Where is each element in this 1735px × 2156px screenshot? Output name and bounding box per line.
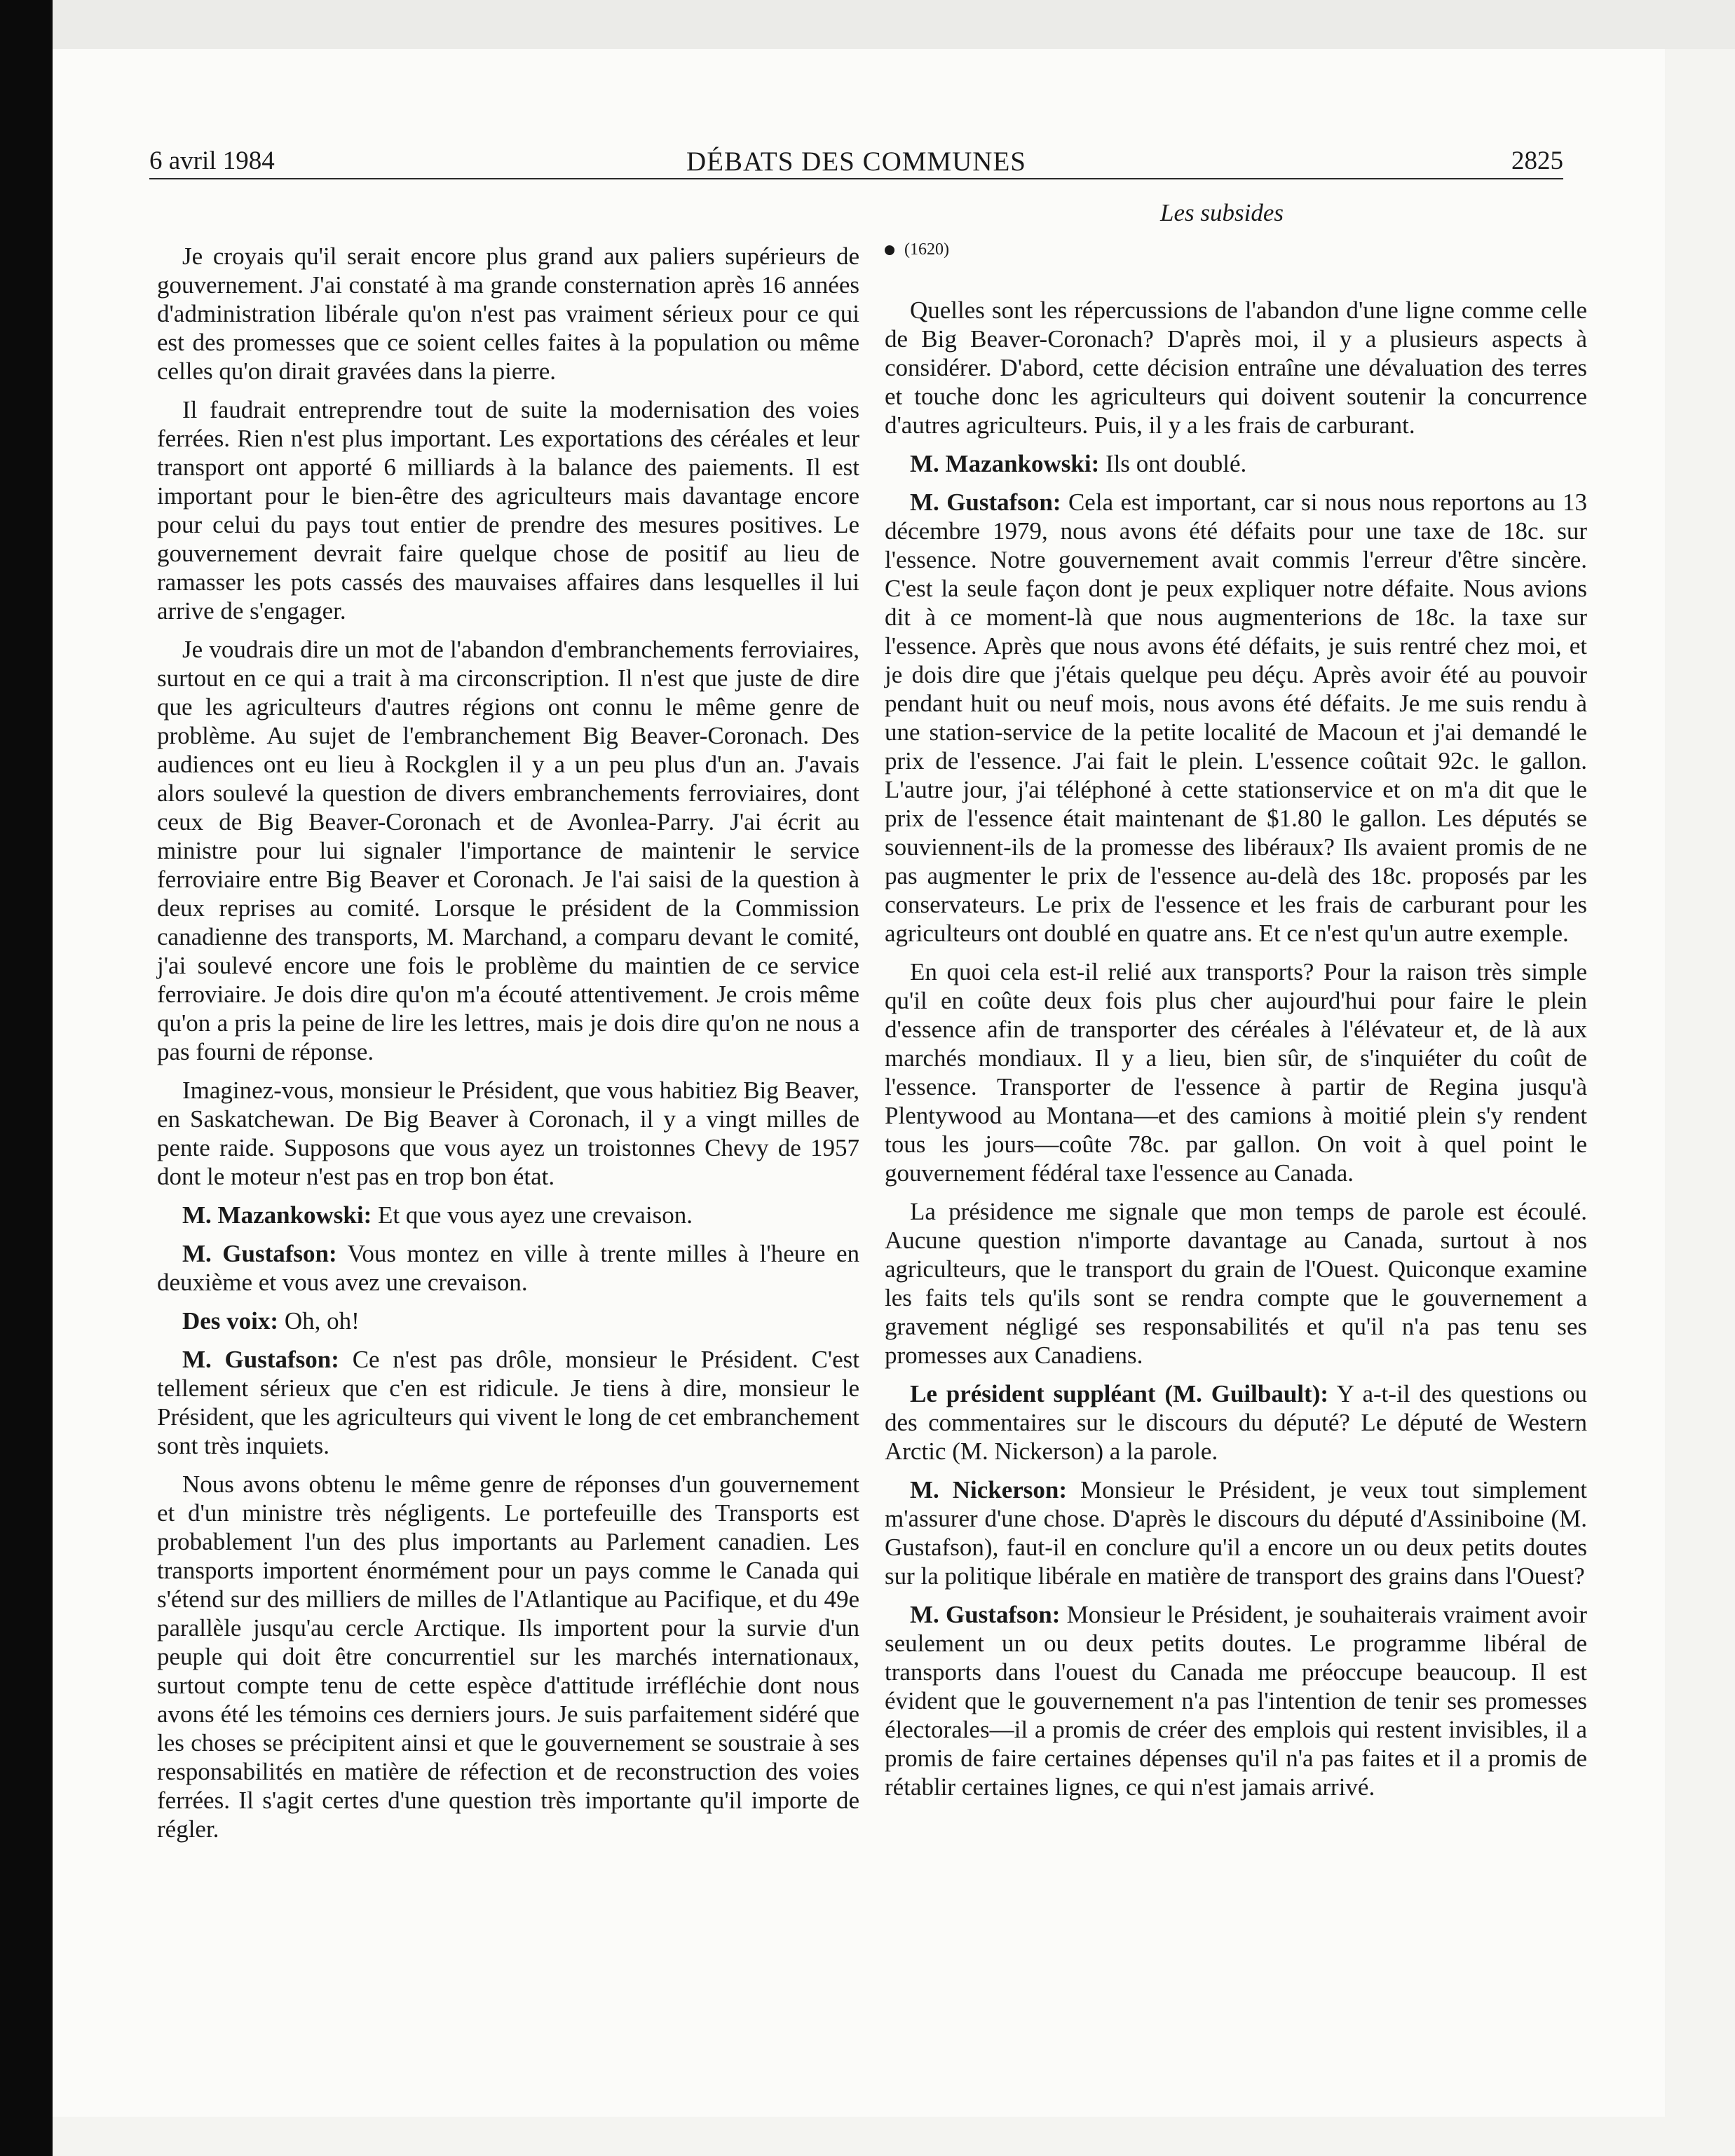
paragraph-text: Nous avons obtenu le même genre de réponses d'un gouvernement et d'un ministre très négligents. Le portefeuille des Transports est probablement l'un des plus importants au Parlement canadien. Les transports importent énormément pour un pays comme le Canada qui s'étend sur des milliers de milles de l'Atlantique au Pacifique, et du 49e parallèle jusqu'au cercle Arctique. Ils importent pour la survie d'un peuple qui doit être concurrentiel sur les marchés internationaux, surtout compte tenu de cette espèce d'attitude irréfléchie dont nous avons été les témoins ces derniers jours. Je suis parfaitement sidéré que les choses se précipitent ainsi et que le gouvernement se soustraie à ses responsabilités en matière de réfection et de reconstruction des voies ferrées. Il s'agit certes d'une question très importante qu'il importe de régler. bbox=[157, 1471, 859, 1843]
paragraph-text: Monsieur le Président, je veux tout simplement m'assurer d'une chose. D'après le discours du député d'Assiniboine (M. Gustafson), faut-il en conclure qu'il a encore un ou deux petits doutes sur la politique libérale en matière de transport des grains dans l'Ouest? bbox=[885, 1476, 1587, 1590]
paragraph bbox=[885, 1475, 1587, 1590]
header-page-number: 2825 bbox=[1511, 146, 1563, 175]
paragraph-text: Vous montez en ville à trente milles à l'heure en deuxième et vous avez une crevaison. bbox=[157, 1240, 859, 1296]
page-header bbox=[149, 146, 1563, 181]
paragraph bbox=[885, 1600, 1587, 1801]
paragraph-text: En quoi cela est-il relié aux transports? Pour la raison très simple qu'il en coûte deux fois plus cher aujourd'hui pour faire le plein d'essence afin de transporter des céréales à l'élévateur et, de là aux marchés mondiaux. Il y a lieu, bien sûr, de s'inquiéter du coût de l'essence. Transporter de l'essence à partir de Regina jusqu'à Plentywood au Montana—et des camions à moitié plein s'y rendent tous les jours—coûte 78c. par gallon. On voit à quel point le gouvernement fédéral taxe l'essence au Canada. bbox=[885, 958, 1587, 1187]
paragraph-text: Imaginez-vous, monsieur le Président, que vous habitiez Big Beaver, en Saskatchewan. De Big Beaver à Coronach, il y a vingt milles de pente raide. Supposons que vous ayez un troistonnes Chevy de 1957 dont le moteur n'est pas en trop bon état. bbox=[157, 1077, 859, 1190]
paragraph bbox=[885, 296, 1587, 439]
speaker: M. Gustafson: bbox=[182, 1346, 339, 1373]
paragraph-text: Ils ont doublé. bbox=[1099, 450, 1247, 477]
paragraph-text: Je voudrais dire un mot de l'abandon d'embranchements ferroviaires, surtout en ce qui a trait à ma circonscription. Il n'est que juste de dire que les agriculteurs d'autres régions ont connu le même genre de problème. Au sujet de l'embranchement Big Beaver-Coronach. Des audiences ont eu lieu à Rockglen il y a un peu plus d'un an. J'avais alors soulevé la question de divers embranchements ferroviaires, dont ceux de Big Beaver-Coronach et de Avonlea-Parry. J'ai écrit au ministre pour lui signaler l'importance de maintenir le service ferroviaire entre Big Beaver et Coronach. Je l'ai saisi de la question à deux reprises au comité. Lorsque le président de la Commission canadienne des transports, M. Marchand, a comparu devant le comité, j'ai soulevé encore une fois le problème du maintien de ce service ferroviaire. Je dois dire qu'on m'a écouté attentivement. Je crois même qu'on a pris la peine de lire les lettres, mais je dois dire qu'on ne nous a pas fourni de réponse. bbox=[157, 636, 859, 1065]
header-date: 6 avril 1984 bbox=[149, 146, 275, 175]
paragraph bbox=[885, 449, 1587, 478]
paragraph bbox=[885, 957, 1587, 1187]
left-column bbox=[157, 242, 859, 1853]
time-marker bbox=[885, 240, 949, 259]
speaker: M. Gustafson: bbox=[910, 489, 1061, 516]
speaker: M. Mazankowski: bbox=[910, 450, 1100, 477]
paragraph bbox=[885, 1197, 1587, 1370]
speaker: M. Gustafson: bbox=[182, 1240, 337, 1267]
paragraph-text: Quelles sont les répercussions de l'abandon d'une ligne comme celle de Big Beaver-Coronach? D'après moi, il y a plusieurs aspects à considérer. D'abord, cette décision entraîne une dévaluation des terres et touche donc les agriculteurs qui doivent soutenir la concurrence d'autres agriculteurs. Puis, il y a les frais de carburant. bbox=[885, 296, 1587, 439]
paragraph bbox=[885, 1379, 1587, 1466]
paragraph-text: Oh, oh! bbox=[278, 1307, 360, 1335]
paragraph bbox=[157, 242, 859, 386]
paragraph bbox=[157, 635, 859, 1066]
paragraph bbox=[885, 488, 1587, 948]
paragraph bbox=[157, 395, 859, 625]
paragraph-text: Et que vous ayez une crevaison. bbox=[372, 1201, 693, 1229]
paragraph bbox=[157, 1470, 859, 1843]
header-rule bbox=[149, 178, 1563, 179]
speaker: Des voix: bbox=[182, 1307, 279, 1335]
scan-margin-bar bbox=[0, 0, 53, 2156]
paragraph-text: Cela est important, car si nous nous reportons au 13 décembre 1979, nous avons été défaits pour une taxe de 18c. sur l'essence. Notre gouvernement avait commis l'erreur d'être sincère. C'est la seule façon dont je peux expliquer notre défaite. Nous avions dit à ce moment-là que nous augmenterions de 18c. la taxe sur l'essence. Après que nous avons été défaits, je suis rentré chez moi, et je dois dire que j'étais quelque peu déçu. Après avoir été au pouvoir pendant huit ou neuf mois, nous avons été défaits. Je me suis rendu à une station-service de la petite localité de Macoun et j'ai demandé le prix de l'essence. J'ai fait le plein. L'essence coûtait 92c. le gallon. L'autre jour, j'ai téléphoné à cette stationservice et on m'a dit que le prix de l'essence était maintenant de $1.80 le gallon. Les députés se souviennent-ils de la promesse des libéraux? Ils avaient promis de ne pas augmenter le prix de l'essence au-delà des 18c. proposés par les conservateurs. Le prix de l'essence et les frais de carburant pour les agriculteurs ont doublé en quatre ans. Et ce n'est qu'un autre exemple. bbox=[885, 489, 1587, 947]
paragraph bbox=[157, 1239, 859, 1297]
time-marker-text: (1620) bbox=[904, 240, 949, 259]
running-title: Les subsides bbox=[1160, 199, 1284, 226]
paragraph-text: Il faudrait entreprendre tout de suite la modernisation des voies ferrées. Rien n'est plus important. Les exportations des céréales et leur transport ont apporté 6 milliards à la balance des paiements. Il est important pour le bien-être des agriculteurs mais davantage encore pour celui du pays tout entier de prendre des mesures positives. Le gouvernement devrait faire quelque chose de positif au lieu de ramasser les pots cassés des mauvaises affaires dans lesquelles il lui arrive de s'engager. bbox=[157, 396, 859, 625]
paragraph bbox=[157, 1345, 859, 1460]
paragraph-text: Ce n'est pas drôle, monsieur le Président. C'est tellement sérieux que c'en est ridicule. Je tiens à dire, monsieur le Président, que les agriculteurs qui vivent le long de cet embranchement sont très inquiets. bbox=[157, 1346, 859, 1459]
right-column bbox=[885, 296, 1587, 1811]
speaker: M. Gustafson: bbox=[910, 1601, 1061, 1628]
bullet-icon bbox=[885, 245, 894, 255]
speaker: M. Mazankowski: bbox=[182, 1201, 372, 1229]
scan-top-band bbox=[53, 0, 1735, 49]
paragraph bbox=[157, 1306, 859, 1335]
paragraph bbox=[157, 1076, 859, 1191]
paragraph-text: Je croyais qu'il serait encore plus grand aux paliers supérieurs de gouvernement. J'ai constaté à ma grande consternation après 16 années d'administration libérale qu'on n'est pas vraiment sérieux pour ce qui est des promesses que ce soient celles faites à la population ou même celles qu'on dirait gravées dans la pierre. bbox=[157, 243, 859, 385]
paragraph-text: Y a-t-il des questions ou des commentaires sur le discours du député? Le député de Western Arctic (M. Nickerson) a la parole. bbox=[885, 1380, 1588, 1465]
paragraph-text: La présidence me signale que mon temps de parole est écoulé. Aucune question n'importe davantage au Canada, surtout à nos agriculteurs, que le transport du grain de l'Ouest. Quiconque examine les faits tels qu'ils sont se rendra compte que le gouvernement a gravement négligé ses responsabilités et qu'il n'a pas tenu ses promesses aux Canadiens. bbox=[885, 1198, 1587, 1369]
paragraph bbox=[157, 1201, 859, 1229]
speaker: Le président suppléant (M. Guilbault): bbox=[910, 1380, 1329, 1407]
header-publication: DÉBATS DES COMMUNES bbox=[686, 146, 1026, 177]
paragraph-text: Monsieur le Président, je souhaiterais vraiment avoir seulement un ou deux petits doutes. Le programme libéral de transports dans l'ouest du Canada me préoccupe beaucoup. Il est évident que le gouvernement n'a pas l'intention de tenir ses promesses électorales—il a promis de créer des emplois qui restent invisibles, il a promis de faire certaines dépenses qu'il n'a pas faites et il a promis de rétablir certaines lignes, ce qui n'est jamais arrivé. bbox=[885, 1601, 1587, 1801]
speaker: M. Nickerson: bbox=[910, 1476, 1068, 1503]
